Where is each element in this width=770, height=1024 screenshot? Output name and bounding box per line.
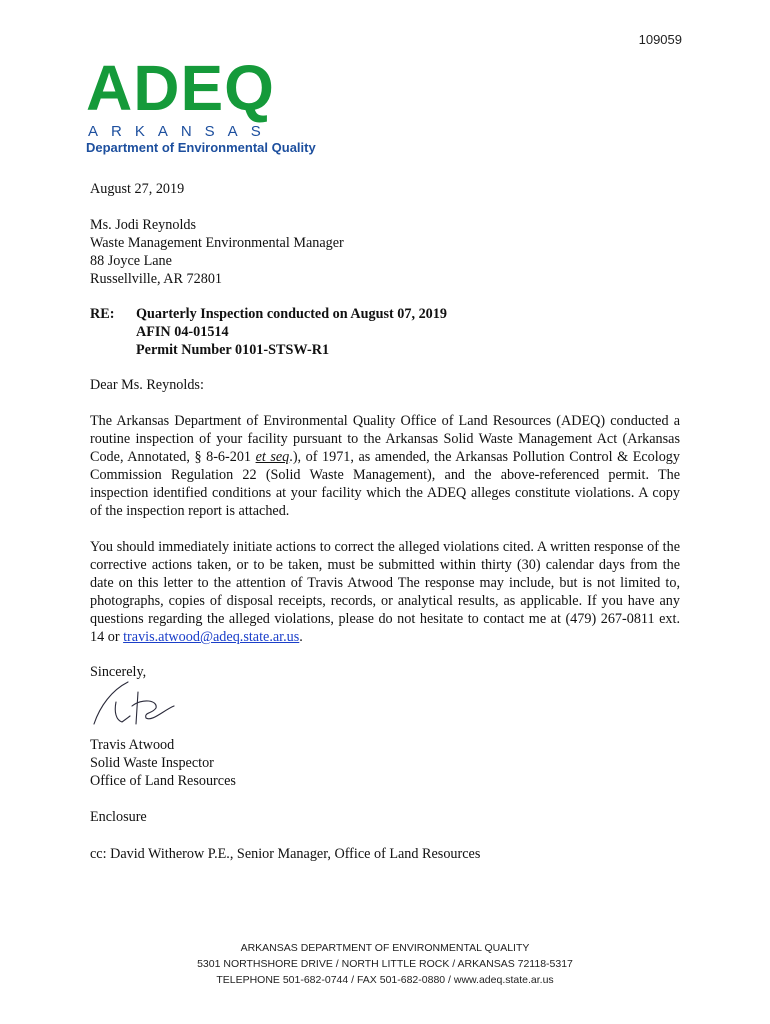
signer-title: Solid Waste Inspector: [90, 755, 214, 771]
paragraph-2: [90, 538, 680, 646]
paragraph-2-end: .: [299, 629, 303, 645]
footer-line-2: 5301 NORTHSHORE DRIVE / NORTH LITTLE ROCK / ARKANSAS 72118-5317: [197, 958, 573, 970]
footer-line-1: ARKANSAS DEPARTMENT OF ENVIRONMENTAL QUALITY: [240, 942, 530, 954]
closing: Sincerely,: [90, 664, 147, 680]
signature-image: [86, 676, 196, 734]
signature-block: [90, 736, 680, 790]
document-number: 109059: [638, 32, 682, 47]
recipient-street: 88 Joyce Lane: [90, 253, 172, 269]
footer: [0, 940, 770, 988]
paragraph-1-text-cont: .), of 1971, as amended, the Arkansas Pollution Control & Ecology Commission Regulation 22 (Solid Waste Management), and the above-referenced permit. The inspection identified conditions at your facility which the ADEQ alleges constitute violations. A copy of the inspection report is attached.: [90, 449, 680, 519]
adeq-logo: [86, 52, 346, 162]
salutation: Dear Ms. Reynolds:: [90, 377, 204, 393]
logo-state: ARKANSAS: [88, 123, 274, 140]
et-seq-text: et seq: [255, 449, 290, 465]
signer-office: Office of Land Resources: [90, 773, 236, 789]
logo-wordmark: ADEQ: [86, 52, 275, 124]
recipient-address: [90, 216, 680, 288]
paragraph-1: [90, 412, 680, 520]
afin-line: AFIN 04-01514: [136, 324, 229, 340]
recipient-name: Ms. Jodi Reynolds: [90, 217, 197, 233]
enclosure-note: Enclosure: [90, 809, 147, 825]
logo-department: Department of Environmental Quality: [86, 140, 316, 155]
recipient-title: Waste Management Environmental Manager: [90, 235, 344, 251]
permit-line: Permit Number 0101-STSW-R1: [136, 342, 330, 358]
paragraph-1-text: The Arkansas Department of Environmental Quality Office of Land Resources (ADEQ) conducted a routine inspection of your facility pursuant to the Arkansas Solid Waste Management Act (Arkansas Code, Annotated, § 8-6-201: [90, 413, 680, 465]
footer-line-3: TELEPHONE 501-682-0744 / FAX 501-682-0880 / www.adeq.state.ar.us: [216, 974, 554, 986]
cc-line: cc: David Witherow P.E., Senior Manager, Office of Land Resources: [90, 846, 481, 862]
signer-name: Travis Atwood: [90, 737, 175, 753]
letter-date: August 27, 2019: [90, 181, 185, 197]
subject-line: Quarterly Inspection conducted on August 07, 2019: [136, 306, 447, 322]
email-link[interactable]: travis.atwood@adeq.state.ar.us: [123, 629, 300, 645]
paragraph-2-text: You should immediately initiate actions to correct the alleged violations cited. A written response of the corrective actions taken, or to be taken, must be submitted within thirty (30) calendar days from the date on this letter to the attention of Travis Atwood The response may include, but is not limited to, photographs, copies of disposal receipts, records, or analytical results, as applicable. If you have any questions regarding the alleged violations, please do not hesitate to contact me at (479) 267-0811 ext. 14 or: [90, 539, 680, 645]
subject-label: RE:: [90, 306, 115, 322]
subject-block: [90, 305, 680, 359]
recipient-city: Russellville, AR 72801: [90, 271, 223, 287]
